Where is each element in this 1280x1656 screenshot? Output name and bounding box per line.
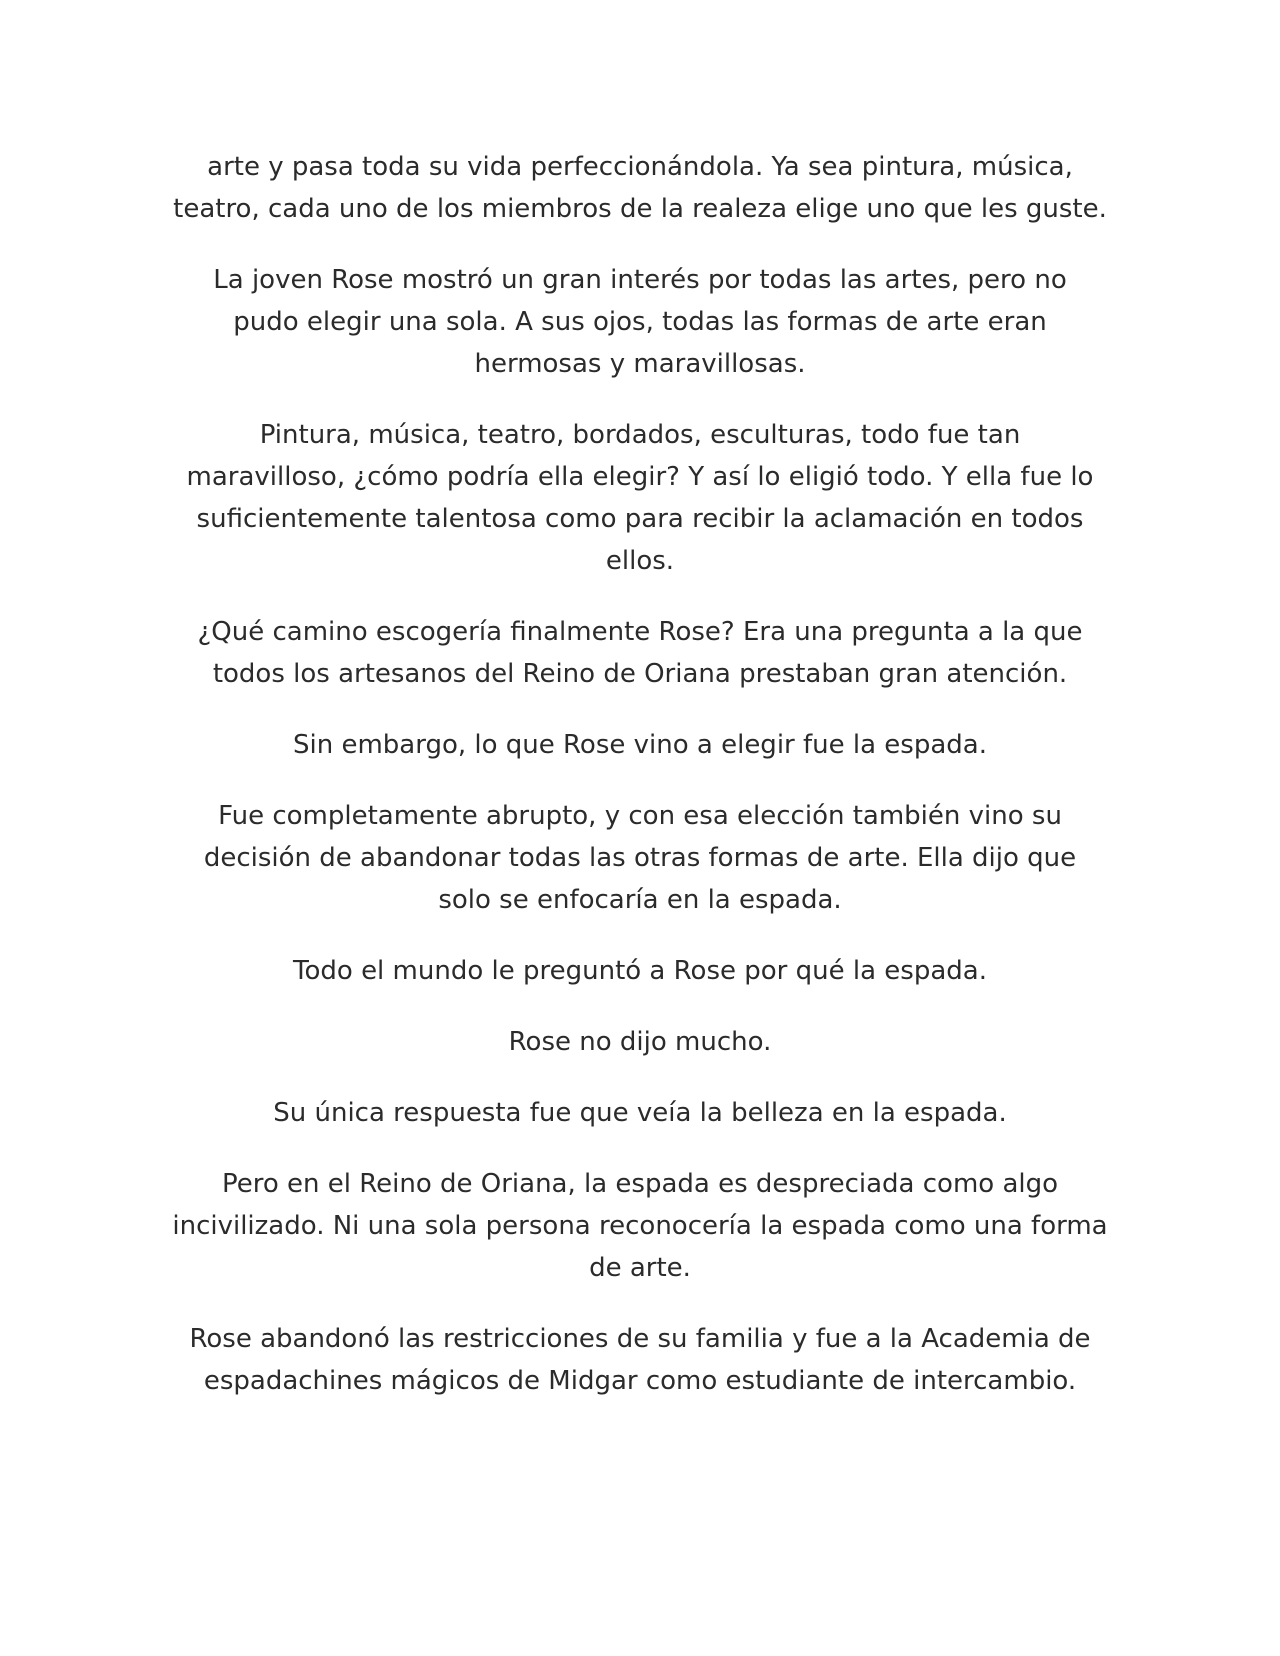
paragraph-line: Pero en el Reino de Oriana, la espada es despreciada como algo	[221, 1169, 1059, 1199]
paragraph-6	[170, 795, 1110, 921]
paragraph-line: maravilloso, ¿cómo podría ella elegir? Y así lo eligió todo. Y ella fue lo	[186, 462, 1094, 492]
paragraph-line: arte y pasa toda su vida perfeccionándola. Ya sea pintura, música,	[207, 152, 1073, 182]
paragraph-1	[170, 146, 1110, 230]
paragraph-line: hermosas y maravillosas.	[474, 349, 806, 379]
paragraph-line: Fue completamente abrupto, y con esa elección también vino su	[218, 801, 1062, 831]
paragraph-line: ¿Qué camino escogería finalmente Rose? Era una pregunta a la que	[197, 617, 1083, 647]
paragraph-line: Rose abandonó las restricciones de su familia y fue a la Academia de	[189, 1324, 1091, 1354]
paragraph-line: ellos.	[605, 546, 675, 576]
paragraph-3	[170, 414, 1110, 582]
paragraph-line: teatro, cada uno de los miembros de la realeza elige uno que les guste.	[173, 194, 1107, 224]
paragraph-line: incivilizado. Ni una sola persona reconocería la espada como una forma	[172, 1211, 1108, 1241]
paragraph-11	[170, 1318, 1110, 1402]
paragraph-2	[170, 259, 1110, 385]
paragraph-line: solo se enfocaría en la espada.	[438, 885, 842, 915]
paragraph-line: de arte.	[589, 1253, 691, 1283]
document-body	[170, 146, 1110, 1431]
paragraph-line: todos los artesanos del Reino de Oriana prestaban gran atención.	[212, 659, 1068, 689]
paragraph-line: pudo elegir una sola. A sus ojos, todas las formas de arte eran	[233, 307, 1047, 337]
paragraph-line: espadachines mágicos de Midgar como estudiante de intercambio.	[203, 1366, 1077, 1396]
paragraph-line: Rose no dijo mucho.	[508, 1027, 772, 1057]
paragraph-line: Su única respuesta fue que veía la belleza en la espada.	[273, 1098, 1007, 1128]
paragraph-line: suficientemente talentosa como para recibir la aclamación en todos	[196, 504, 1084, 534]
paragraph-5	[170, 724, 1110, 766]
paragraph-7	[170, 950, 1110, 992]
paragraph-4	[170, 611, 1110, 695]
paragraph-line: Todo el mundo le preguntó a Rose por qué la espada.	[293, 956, 987, 986]
paragraph-line: Pintura, música, teatro, bordados, esculturas, todo fue tan	[259, 420, 1021, 450]
paragraph-9	[170, 1092, 1110, 1134]
paragraph-line: La joven Rose mostró un gran interés por todas las artes, pero no	[213, 265, 1067, 295]
paragraph-8	[170, 1021, 1110, 1063]
paragraph-line: Sin embargo, lo que Rose vino a elegir fue la espada.	[292, 730, 987, 760]
paragraph-10	[170, 1163, 1110, 1289]
paragraph-line: decisión de abandonar todas las otras formas de arte. Ella dijo que	[203, 843, 1077, 873]
